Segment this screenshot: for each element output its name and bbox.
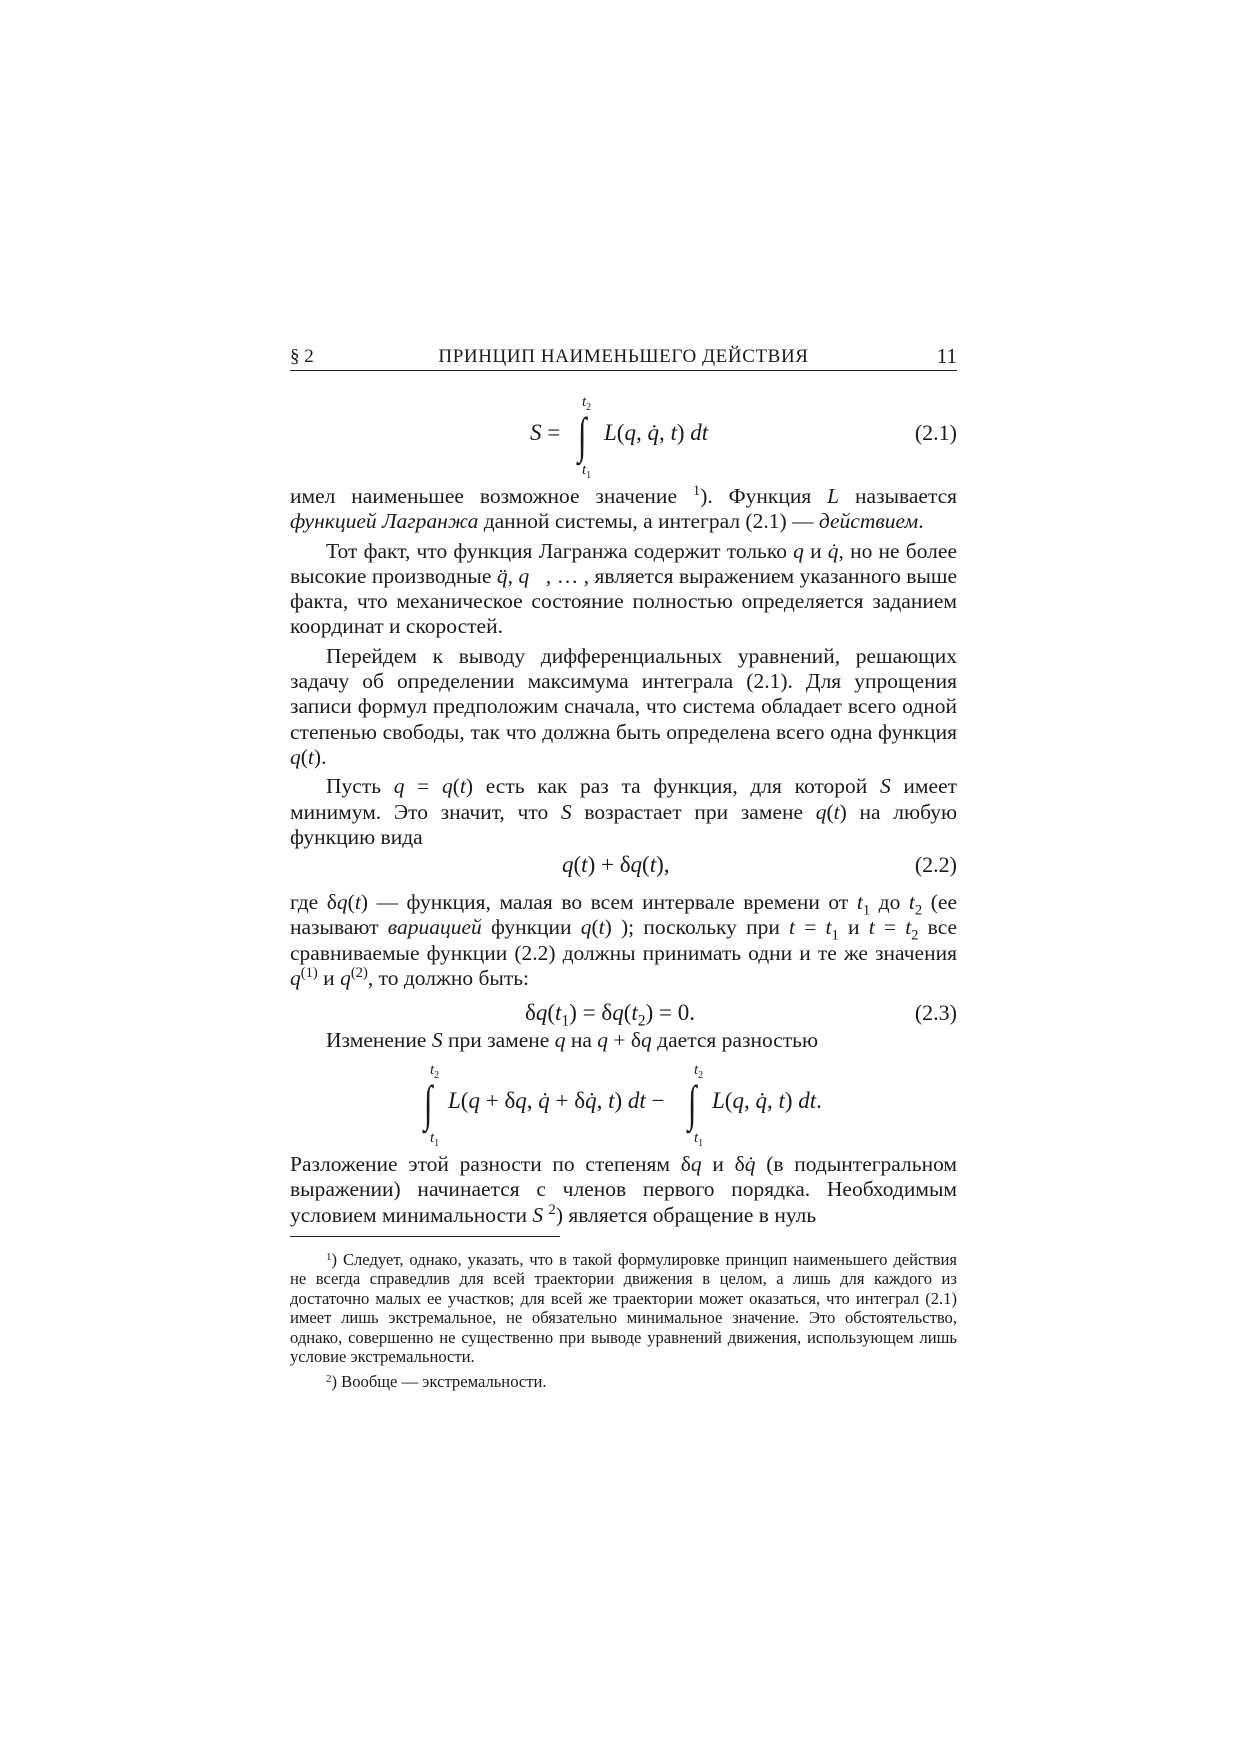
equation-label: (2.3) — [914, 1000, 957, 1025]
footnote-divider — [290, 1236, 560, 1237]
equation-2-3: $\delta q(t_1) = \delta q(t_2) = 0$. (2.3) — [525, 1000, 957, 1030]
equation-difference: $t_2$ ∫ $t_1$ L(q + δq, q̇ + δq̇, t) dt − $t_2$ ∫ $t_1$ L(q, q̇, t) dt. — [424, 1062, 822, 1149]
body-text-3 — [290, 1028, 957, 1053]
paragraph: Изменение S при замене q на q + δq дается разностью — [326, 1028, 819, 1052]
body-text-2 — [290, 890, 957, 991]
footnote-ref-1: 1 — [692, 482, 701, 499]
running-title: ПРИНЦИП НАИМЕНЬШЕГО ДЕЙСТВИЯ — [438, 346, 809, 367]
footnote-2: $^2$) Вообще — экстремальности. — [326, 1372, 547, 1392]
equation-2-1: S = $t_2$ ∫ $t_1$ L(q, q̇, t) dt (2.1) — [530, 394, 957, 481]
equation-label: (2.2) — [914, 852, 957, 877]
term-action: действием — [818, 509, 919, 534]
footnote-ref-2: 2 — [548, 1201, 556, 1218]
equation-label: (2.1) — [914, 420, 957, 445]
term-variation: вариацией — [387, 915, 482, 940]
paragraph: Перейдем к выводу дифференциальных уравнений, решающих задачу об определении максимума интеграла (2.1). Для упрощения записи формул предположим сначала, что система обладает всего одной степенью свободы, так что должна быть определена всего одна функция q(t). — [290, 643, 957, 769]
equation-2-2: q(t) + δq(t), (2.2) — [562, 852, 957, 877]
paragraph: Разложение этой разности по степеням δq и δq̇ (в подынтегральном выражении) начинается с членов первого порядка. Необходимым условием минимальности S $^2$) является обращение в нуль — [290, 1152, 958, 1227]
running-header — [290, 344, 957, 371]
body-text-4 — [290, 1152, 957, 1228]
page-number: 11 — [936, 344, 957, 368]
paragraph: Пусть q = q(t) есть как раз та функция, для которой S имеет минимум. Это значит, что S возрастает при замене q(t) на любую функцию вида — [290, 774, 958, 849]
paragraph: где δq(t) — функция, малая во всем интервале времени от $t_1$ до $t_2$ (ее называют вариацией функции q(t) ); поскольку при $t = t_1$ и $t = t_2$ все сравниваемые функции (2.2) должны принимать одни и те же значения $q^{(1)}$ и $q^{(2)}$, то должно быть: — [290, 890, 958, 990]
paragraph: имел наименьшее возможное значение $^1$). Функция L называется функцией Лагранжа данной системы, а интеграл (2.1) — действием. — [290, 482, 958, 534]
paragraph: Тот факт, что функция Лагранжа содержит только q и q̇, но не более высокие производные q̈, q⃛, … , является выражением указанного выше факта, что механическое состояние полностью определяется заданием координат и скоростей. — [290, 538, 958, 639]
section-number: § 2 — [290, 346, 314, 367]
footnotes — [290, 1248, 957, 1392]
term-lagrange-function: функцией Лагранжа — [290, 509, 479, 534]
footnote-1: $^1$) Следует, однако, указать, что в такой формулировке принцип наименьшего действия не всегда справедлив для всей траектории движения в целом, а лишь для каждого из достаточно малых ее участков; для всей же траектории может оказаться, что интеграл (2.1) имеет лишь экстремальное, не обязательно минимальное значение. Это обстоятельство, однако, совершенно не существенно при выводе уравнений движения, использующем лишь условие экстремальности. — [290, 1250, 957, 1367]
body-text-1 — [290, 484, 957, 850]
